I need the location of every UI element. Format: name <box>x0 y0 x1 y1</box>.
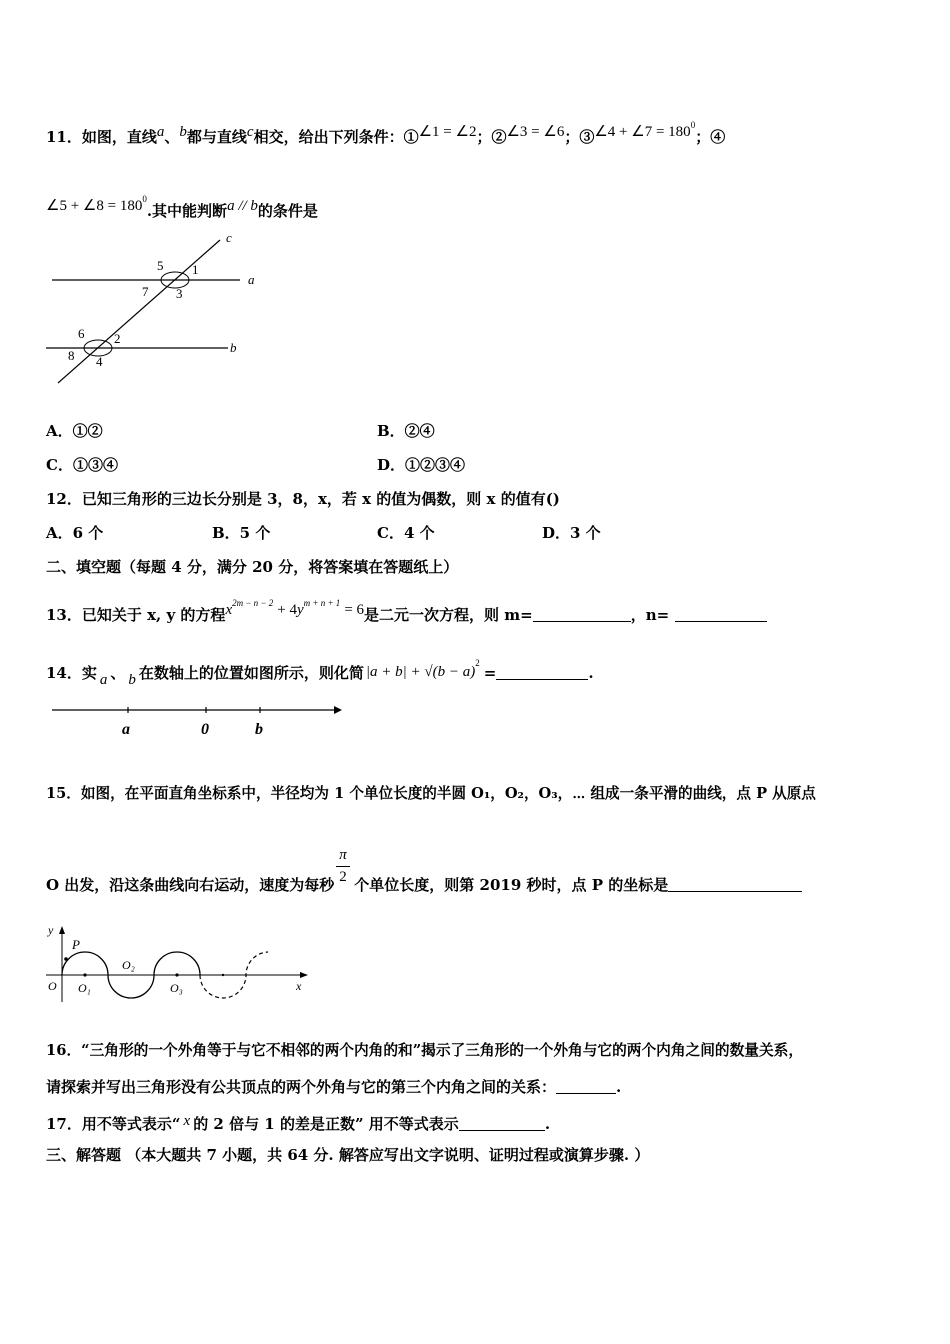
y-axis-arrow-icon <box>59 926 65 934</box>
label-x: x <box>296 979 302 993</box>
label-7: 7 <box>142 284 149 299</box>
q11-number: 11． <box>46 128 82 146</box>
q14-answer-blank[interactable] <box>496 665 588 680</box>
point-o3 <box>175 973 178 976</box>
label-3: 3 <box>176 286 183 301</box>
q13-line: 13．已知关于 x, y 的方程$x^{2m - n - 2} + 4y^{m + n + 1} = 6$是二元一次方程，则 m= ，n= <box>46 594 767 624</box>
label-1: 1 <box>192 262 199 277</box>
q12-option-d[interactable]: D．3 个 <box>542 524 601 542</box>
q15-fraction: $\frac{\pi}{2}$ <box>334 872 354 890</box>
q11-option-a[interactable]: A．①② <box>46 422 103 440</box>
tick-label-a: a <box>122 721 130 738</box>
label-o1: O₁ <box>78 981 91 995</box>
tick-label-0: 0 <box>201 721 209 738</box>
label-a: a <box>248 272 255 287</box>
q15-line2: O 出发，沿这条曲线向右运动，速度为每秒 $\frac{\pi}{2}$ 个单位长度，则第 2019 秒时，点 P 的坐标是 <box>46 872 802 894</box>
q12-option-b[interactable]: B．5 个 <box>212 524 271 542</box>
q11-parallel-lines-figure <box>40 228 270 388</box>
label-8: 8 <box>68 348 75 363</box>
q16-line2: 请探索并写出三角形没有公共顶点的两个外角与它的第三个内角之间的关系： . <box>46 1078 622 1096</box>
label-2: 2 <box>114 331 121 346</box>
q11-line1: 11．如图，直线a、b都与直线c相交，给出下列条件：①∠1 = ∠2；②∠3 = ∠6；③∠4 + ∠7 = $180^0$；④ <box>46 120 726 146</box>
point-p <box>64 957 68 961</box>
label-c: c <box>226 230 232 245</box>
label-y: y <box>48 923 54 937</box>
label-o2: O₂ <box>122 958 135 972</box>
label-4: 4 <box>96 354 103 369</box>
q13-answer-m-blank[interactable] <box>533 607 631 622</box>
q17-line: 17．用不等式表示“ x 的 2 倍与 1 的差是正数” 用不等式表示 . <box>46 1113 551 1133</box>
label-b: b <box>230 340 237 355</box>
q14-line: 14．实 a 、 b 在数轴上的位置如图所示，则化简 $|a + b| + √(b - a)^2=$ . <box>46 658 594 688</box>
q17-answer-blank[interactable] <box>459 1116 545 1131</box>
q11-option-b[interactable]: B．②④ <box>377 422 435 440</box>
label-5: 5 <box>157 258 164 273</box>
section2-heading: 二、填空题（每题 4 分，满分 20 分，将答案填在答题纸上） <box>46 558 459 576</box>
q15-answer-blank[interactable] <box>668 877 802 892</box>
label-o: O <box>48 979 57 993</box>
q15-semicircle-curve-figure <box>44 922 314 1006</box>
point-o1 <box>83 973 86 976</box>
q11-option-d[interactable]: D．①②③④ <box>377 456 466 474</box>
x-axis-arrow-icon <box>300 972 308 978</box>
point-extra <box>222 974 224 976</box>
q12-option-a[interactable]: A．6 个 <box>46 524 104 542</box>
label-o3: O₃ <box>170 981 183 995</box>
section3-heading: 三、解答题 （本大题共 7 小题，共 64 分. 解答应写出文字说明、证明过程或演算步骤. ） <box>46 1146 650 1164</box>
q11-line2: ∠5 + ∠8 = $180^0$.其中能判断a // b的条件是 <box>46 194 318 220</box>
q12-text: 12．已知三角形的三边长分别是 3，8，x，若 x 的值为偶数，则 x 的值有() <box>46 490 560 508</box>
q14-number-line <box>48 698 348 742</box>
q12-option-c[interactable]: C．4 个 <box>377 524 435 542</box>
q16-line1: 16．“三角形的一个外角等于与它不相邻的两个内角的和”揭示了三角形的一个外角与它的两个内角之间的数量关系， <box>46 1042 804 1059</box>
label-6: 6 <box>78 326 85 341</box>
q16-answer-blank[interactable] <box>556 1079 616 1094</box>
q11-option-c[interactable]: C．①③④ <box>46 456 118 474</box>
q15-line1: 15．如图，在平面直角坐标系中，半径均为 1 个单位长度的半圆 O₁，O₂，O₃，⋯ 组成一条平滑的曲线，点 P 从原点 <box>46 785 816 802</box>
tick-label-b: b <box>255 721 263 738</box>
q13-answer-n-blank[interactable] <box>675 607 767 622</box>
number-line-arrow-icon <box>334 706 342 714</box>
label-p: P <box>72 937 80 952</box>
